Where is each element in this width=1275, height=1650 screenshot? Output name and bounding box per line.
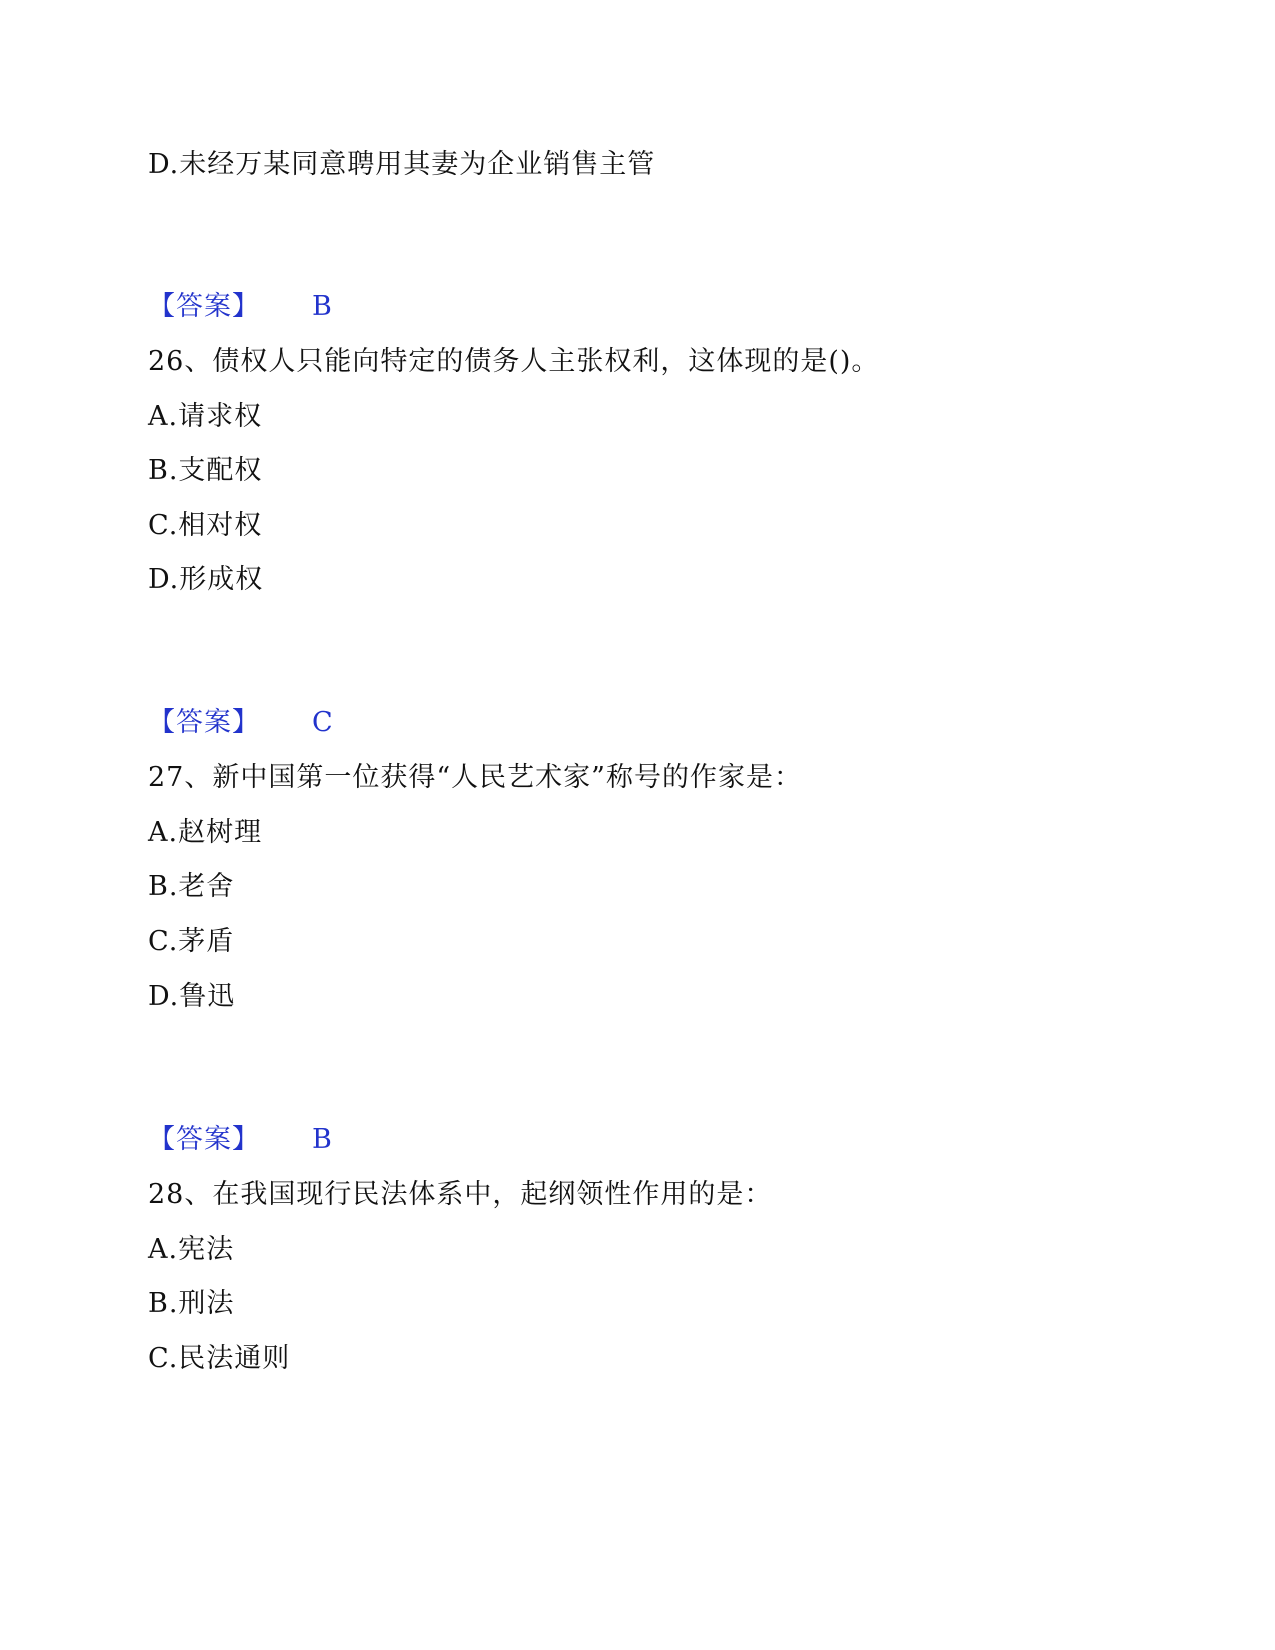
q25-answer xyxy=(148,290,333,324)
answer-value: B xyxy=(312,1124,333,1155)
q27-option-a: A.赵树理 xyxy=(148,817,263,848)
q25-option-d: D.未经万某同意聘用其妻为企业销售主管 xyxy=(148,149,656,180)
q27-answer xyxy=(148,1123,333,1157)
q27-stem: 27、新中国第一位获得“人民艺术家”称号的作家是： xyxy=(148,762,802,793)
q26-option-d: D.形成权 xyxy=(148,564,264,595)
q27-option-b: B.老舍 xyxy=(148,871,235,902)
q26-option-c: C.相对权 xyxy=(148,510,263,541)
q28-stem: 28、在我国现行民法体系中，起纲领性作用的是： xyxy=(148,1179,773,1210)
q28-option-b: B.刑法 xyxy=(148,1288,235,1319)
answer-value: B xyxy=(312,291,333,322)
q26-option-b: B.支配权 xyxy=(148,455,263,486)
q26-stem: 26、债权人只能向特定的债务人主张权利，这体现的是()。 xyxy=(148,346,880,377)
answer-label: 【答案】 xyxy=(148,1124,260,1155)
q27-option-c: C.茅盾 xyxy=(148,926,235,957)
q28-option-a: A.宪法 xyxy=(148,1234,235,1265)
answer-value: C xyxy=(312,707,334,738)
answer-label: 【答案】 xyxy=(148,707,260,738)
answer-label: 【答案】 xyxy=(148,291,260,322)
q27-option-d: D.鲁迅 xyxy=(148,981,236,1012)
q26-option-a: A.请求权 xyxy=(148,401,263,432)
q26-answer xyxy=(148,706,334,740)
q28-option-c: C.民法通则 xyxy=(148,1343,291,1374)
